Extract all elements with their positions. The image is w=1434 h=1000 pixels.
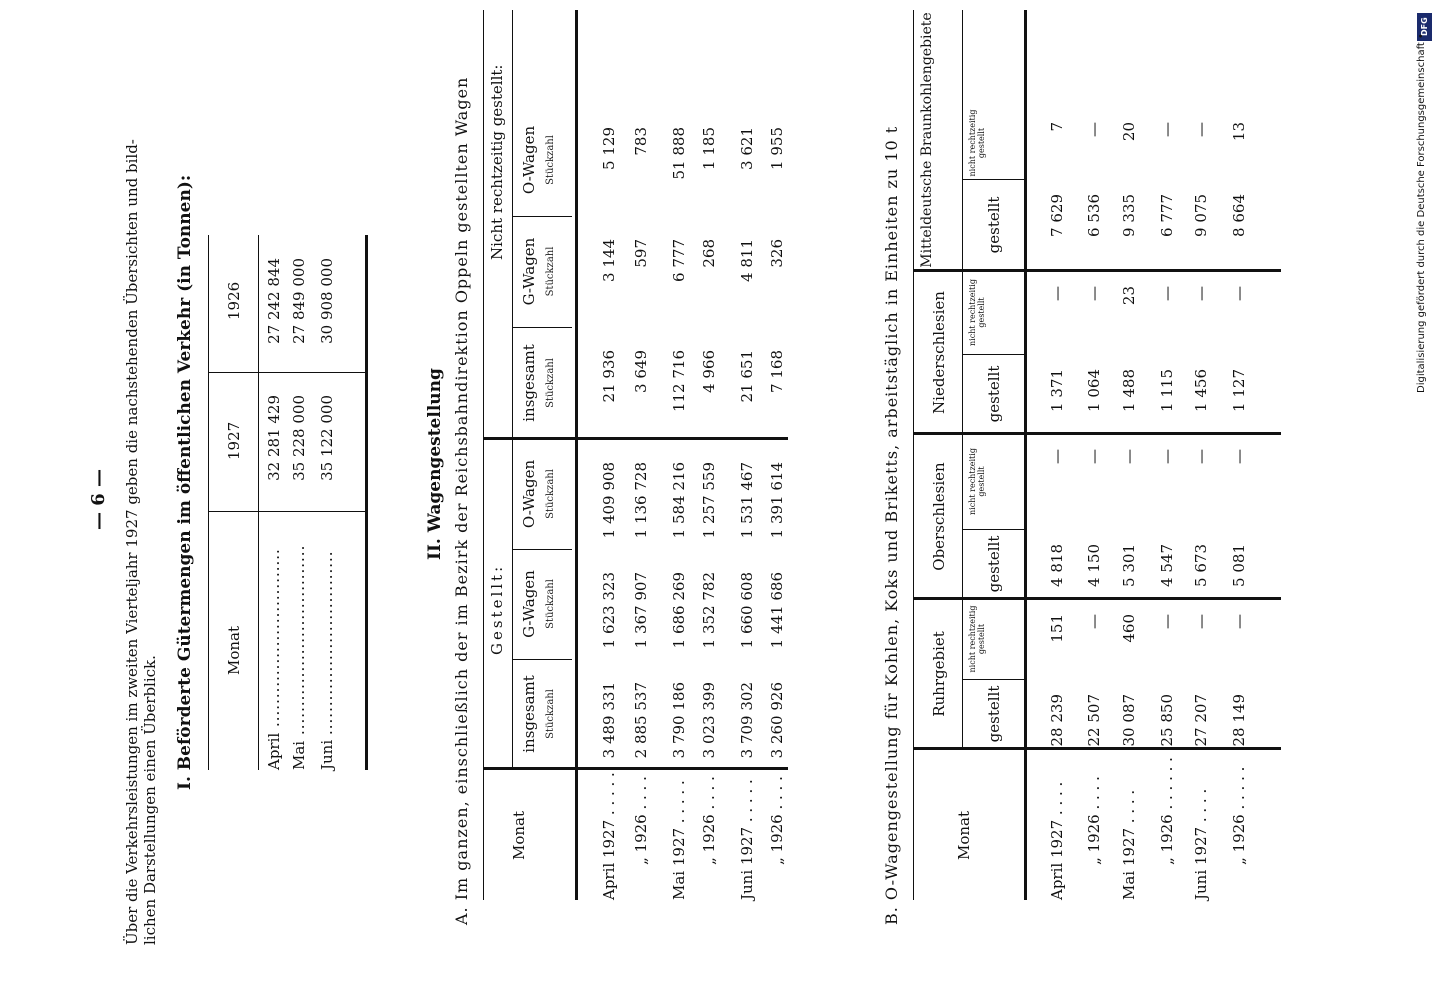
- table-cell: —: [1192, 286, 1210, 301]
- col-header-gestellt: gestellt: [985, 685, 1003, 743]
- dfg-logo: DFG: [1417, 13, 1432, 41]
- table-cell: 3 790 186: [670, 682, 688, 759]
- table-cell: 6 777: [1158, 194, 1176, 237]
- table-cell: 9 075: [1192, 194, 1210, 237]
- col-header-gestellt-g-wagen: G-Wagen: [520, 570, 538, 638]
- table-cell: —: [1158, 286, 1176, 301]
- cell-1927: 32 281 429: [265, 395, 283, 481]
- tableA-group-gestellt: Gestellt:: [488, 563, 506, 655]
- table-cell: 151: [1048, 614, 1066, 643]
- table-cell: 3 144: [600, 239, 618, 282]
- table-cell: —: [1230, 286, 1248, 301]
- tableA-group-nicht: Nicht rechtzeitig gestellt:: [488, 64, 506, 260]
- table-cell: —: [1158, 122, 1176, 137]
- table-cell: 7 168: [768, 350, 786, 393]
- row-label: „ 1926 . . . .: [1085, 776, 1103, 865]
- table-cell: —: [1048, 449, 1066, 464]
- table-cell: 1 257 559: [700, 462, 718, 539]
- page-number: — 6 —: [88, 468, 109, 530]
- t1-header-monat: Monat: [225, 625, 243, 675]
- table-cell: 5 673: [1192, 544, 1210, 587]
- tableB-title: B. O-Wagengestellung für Kohlen, Koks und Briketts, arbeitstäglich in Einheiten zu 10 t: [882, 125, 901, 925]
- col-header-nicht-insgesamt: insgesamt: [520, 344, 538, 422]
- table-cell: 7 629: [1048, 194, 1066, 237]
- table-cell: 1 660 608: [738, 572, 756, 649]
- table-cell: —: [1192, 122, 1210, 137]
- table-cell: 597: [632, 239, 650, 268]
- table-cell: —: [1085, 449, 1103, 464]
- tableA-monat: Monat: [510, 810, 528, 860]
- table-cell: 1 371: [1048, 369, 1066, 412]
- table-cell: 22 507: [1085, 694, 1103, 747]
- row-label: Juni 1927 . . . . .: [738, 779, 756, 900]
- table-cell: —: [1085, 614, 1103, 629]
- tableB-monat: Monat: [955, 810, 973, 860]
- row-label: „ 1926 . . . . .: [632, 766, 650, 865]
- col-unit: Stückzahl: [545, 689, 556, 739]
- row-label: April: [265, 732, 283, 770]
- col-header-nicht: nicht rechtzeitig gestellt: [968, 605, 986, 673]
- col-header-gestellt-insgesamt: insgesamt: [520, 675, 538, 753]
- table-cell: 2 885 537: [632, 682, 650, 759]
- table-cell: 13: [1230, 122, 1248, 142]
- row-label: April 1927 . . . .: [1048, 781, 1066, 900]
- table-cell: 21 936: [600, 350, 618, 403]
- table-cell: 3 489 331: [600, 682, 618, 759]
- intro-text-2: lichen Darstellungen einen Überblick.: [141, 655, 159, 945]
- table-cell: 20: [1120, 122, 1138, 142]
- table-cell: 1 136 728: [632, 462, 650, 539]
- table-cell: 3 260 926: [768, 682, 786, 759]
- table-cell: —: [1230, 614, 1248, 629]
- section1-title: I. Beförderte Gütermengen im öffentlichen Verkehr (in Tonnen):: [175, 174, 195, 790]
- row-label: Mai 1927 . . . .: [1120, 789, 1138, 900]
- region-header: Mitteldeutsche Braunkohlengebiete: [919, 12, 935, 268]
- table-cell: 30 087: [1120, 694, 1138, 747]
- col-header-gestellt: gestellt: [985, 535, 1003, 593]
- col-header-nicht-g-wagen: G-Wagen: [520, 237, 538, 306]
- col-header-nicht: nicht rechtzeitig gestellt: [968, 448, 986, 515]
- table-cell: 4 966: [700, 350, 718, 393]
- table-cell: 3 649: [632, 350, 650, 393]
- row-dots: ...............................: [265, 548, 283, 727]
- table-cell: 5 129: [600, 127, 618, 170]
- row-label: „ 1926 . . . . .: [700, 766, 718, 865]
- table-cell: 112 716: [670, 350, 688, 413]
- col-header-nicht: nicht rechtzeitig gestellt: [968, 109, 986, 177]
- tableA-title: A. Im ganzen, einschließlich der im Bezirk der Reichsbahndirektion Oppeln gestellten Wagen: [452, 76, 471, 925]
- table-cell: 1 064: [1085, 369, 1103, 412]
- row-label: April 1927 . . . . .: [600, 772, 618, 900]
- table-cell: 1 391 614: [768, 462, 786, 539]
- table-cell: —: [1120, 449, 1138, 464]
- table-cell: —: [1085, 286, 1103, 301]
- row-label: Juni: [318, 739, 336, 770]
- table-cell: 1 352 782: [700, 572, 718, 649]
- row-dots: .................................: [290, 544, 308, 735]
- table-cell: 1 127: [1230, 369, 1248, 412]
- table-cell: 6 536: [1085, 194, 1103, 237]
- row-label: „ 1926 . . . . . .: [1158, 757, 1176, 865]
- table-cell: 1 488: [1120, 369, 1138, 412]
- cell-1926: 27 849 000: [290, 258, 308, 344]
- table-cell: 1 955: [768, 127, 786, 170]
- row-label: Mai: [290, 740, 308, 770]
- region-header: Oberschlesien: [930, 462, 948, 571]
- table-cell: —: [1048, 286, 1066, 301]
- cell-1926: 27 242 844: [265, 258, 283, 344]
- table-cell: —: [1158, 614, 1176, 629]
- table-cell: 326: [768, 239, 786, 268]
- table-cell: 6 777: [670, 239, 688, 282]
- table-cell: 5 301: [1120, 544, 1138, 587]
- dfg-note: Digitalisierung gefördert durch die Deutsche Forschungsgemeinschaft •: [1416, 33, 1427, 393]
- table-cell: 1 531 467: [738, 462, 756, 539]
- col-header-nicht: nicht rechtzeitig gestellt: [968, 279, 986, 346]
- table-cell: 25 850: [1158, 694, 1176, 747]
- dfg-sidebar: [1416, 8, 1434, 998]
- col-header-gestellt: gestellt: [985, 365, 1003, 423]
- table-cell: 460: [1120, 614, 1138, 643]
- cell-1926: 30 908 000: [318, 258, 336, 344]
- table-cell: —: [1230, 449, 1248, 464]
- table-cell: —: [1085, 122, 1103, 137]
- row-label: Juni 1927 . . . .: [1192, 788, 1210, 900]
- region-header: Ruhrgebiet: [930, 631, 948, 717]
- table-cell: 3 621: [738, 127, 756, 170]
- table-cell: 3 023 399: [700, 682, 718, 759]
- table-cell: 8 664: [1230, 194, 1248, 237]
- row-label: „ 1926 . . . . .: [1230, 766, 1248, 865]
- t1-header-1926: 1926: [225, 281, 243, 320]
- section2-title: II. Wagengestellung: [425, 368, 445, 560]
- table-cell: 4 150: [1085, 544, 1103, 587]
- col-unit: Stückzahl: [545, 135, 556, 185]
- table-cell: 5 081: [1230, 544, 1248, 587]
- table-cell: 7: [1048, 122, 1066, 132]
- table-cell: 4 811: [738, 239, 756, 282]
- table-cell: 51 888: [670, 127, 688, 180]
- table-cell: 1 185: [700, 127, 718, 170]
- table-cell: 783: [632, 127, 650, 156]
- table-cell: 1 456: [1192, 369, 1210, 412]
- table-cell: 28 149: [1230, 694, 1248, 747]
- region-header: Niederschlesien: [930, 291, 948, 414]
- row-dots: ................................: [318, 550, 336, 735]
- col-unit: Stückzahl: [545, 246, 556, 297]
- row-label: Mai 1927 . . . . .: [670, 780, 688, 900]
- table-cell: 27 207: [1192, 694, 1210, 747]
- table-cell: 23: [1120, 286, 1138, 306]
- table-cell: 1 115: [1158, 369, 1176, 412]
- col-unit: Stückzahl: [545, 579, 556, 629]
- table-cell: 4 818: [1048, 544, 1066, 587]
- col-header-gestellt-o-wagen: O-Wagen: [520, 459, 538, 529]
- table-cell: 9 335: [1120, 194, 1138, 237]
- table-cell: —: [1192, 614, 1210, 629]
- table-cell: 1 441 686: [768, 572, 786, 649]
- table-cell: 1 409 908: [600, 462, 618, 539]
- table-cell: 1 623 323: [600, 572, 618, 649]
- col-unit: Stückzahl: [545, 358, 556, 408]
- table-cell: 21 651: [738, 350, 756, 403]
- table-cell: 1 584 216: [670, 462, 688, 539]
- table-cell: 1 367 907: [632, 572, 650, 649]
- t1-header-1927: 1927: [225, 421, 243, 460]
- col-unit: Stückzahl: [545, 469, 556, 519]
- table-cell: —: [1158, 449, 1176, 464]
- cell-1927: 35 122 000: [318, 395, 336, 481]
- col-header-nicht-o-wagen: O-Wagen: [520, 125, 538, 195]
- table-cell: 28 239: [1048, 694, 1066, 747]
- table-cell: 268: [700, 239, 718, 268]
- table-cell: 3 709 302: [738, 682, 756, 759]
- table-cell: 1 686 269: [670, 572, 688, 649]
- table-cell: —: [1192, 449, 1210, 464]
- intro-text: Über die Verkehrsleistungen im zweiten Vierteljahr 1927 geben die nachstehenden Übersichten und bild-: [123, 139, 141, 945]
- row-label: „ 1926 . . . . .: [768, 766, 786, 865]
- table-cell: 4 547: [1158, 544, 1176, 587]
- cell-1927: 35 228 000: [290, 395, 308, 481]
- col-header-gestellt: gestellt: [985, 196, 1003, 254]
